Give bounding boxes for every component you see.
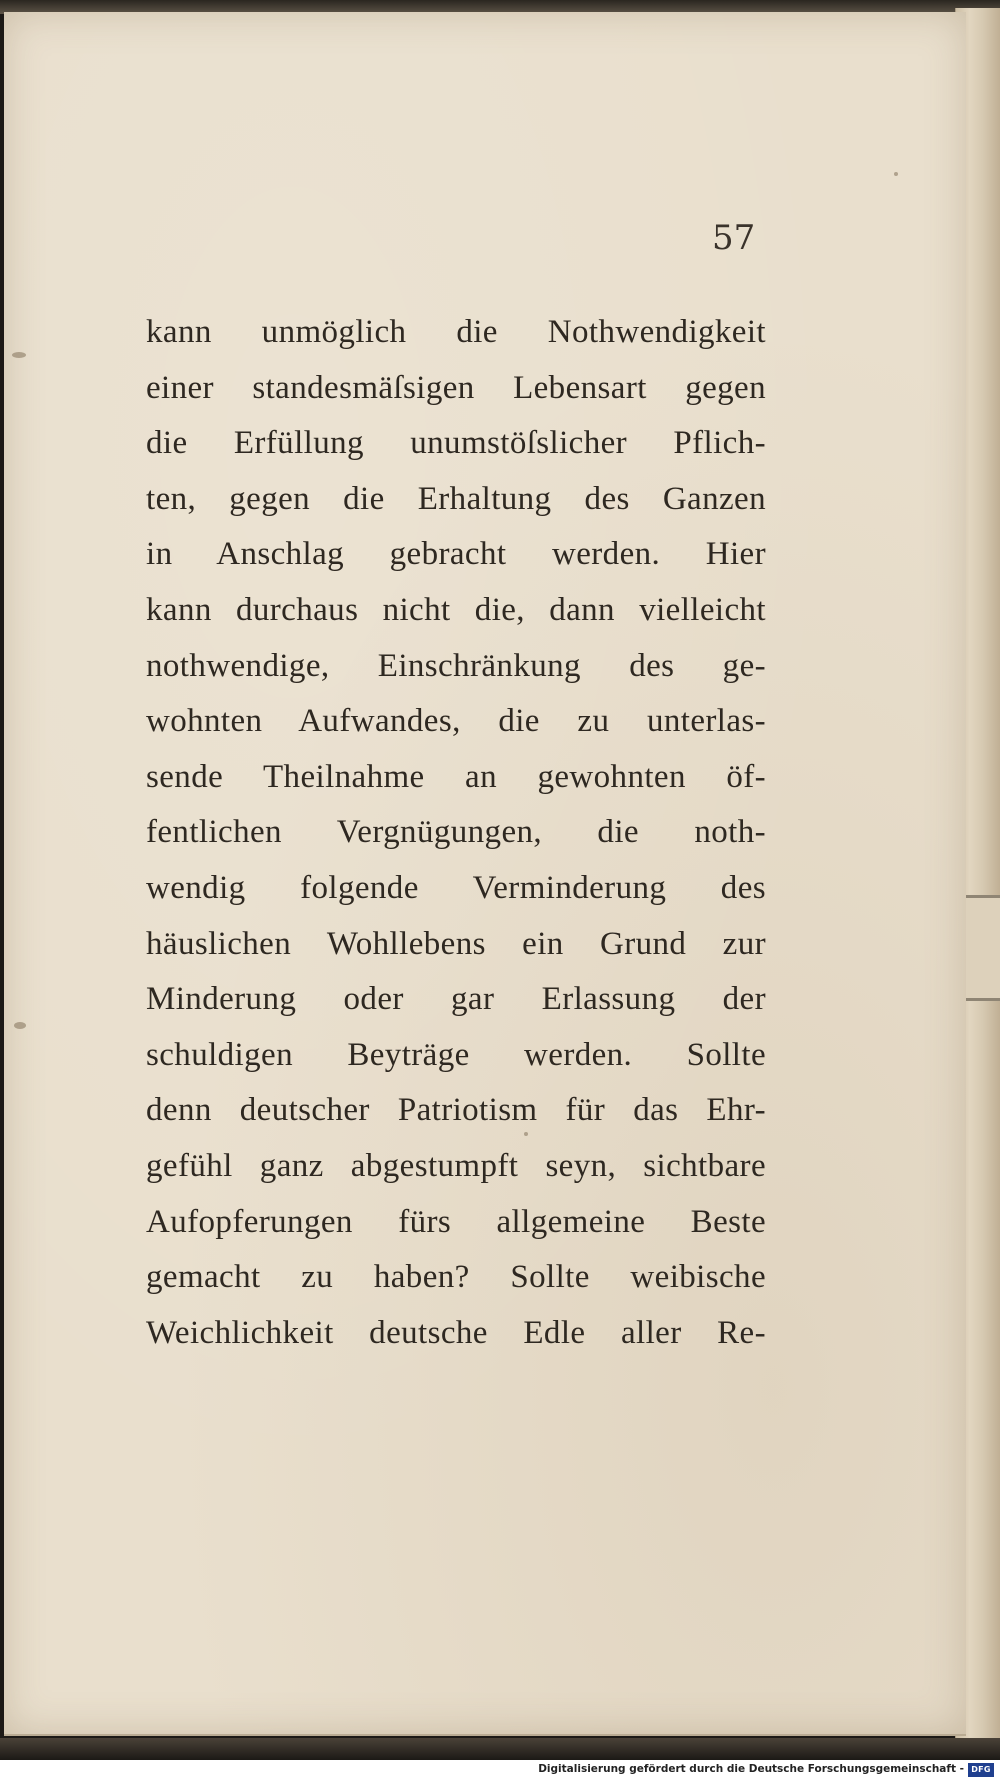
paper-speck bbox=[12, 352, 26, 358]
text-line: einer standesmäſsigen Lebensart gegen bbox=[146, 369, 766, 406]
text-line: sende Theilnahme an gewohnten öf- bbox=[146, 758, 766, 795]
text-line: Minderung oder gar Erlassung der bbox=[146, 981, 766, 1018]
text-line: nothwendige, Einschränkung des ge- bbox=[146, 647, 766, 684]
dfg-logo-icon: DFG bbox=[968, 1763, 994, 1777]
attribution-text: Digitalisierung gefördert durch die Deutsche Forschungsgemeinschaft - bbox=[538, 1763, 964, 1775]
text-line: schuldigen Beyträge werden. Sollte bbox=[146, 1036, 766, 1073]
text-line: häuslichen Wohllebens ein Grund zur bbox=[146, 925, 766, 962]
page-text-block bbox=[146, 305, 766, 1361]
text-line: gefühl ganz abgestumpft seyn, sichtbare bbox=[146, 1147, 766, 1184]
text-line: wohnten Aufwandes, die zu unterlas- bbox=[146, 703, 766, 740]
binding-edge-bottom bbox=[0, 1738, 1000, 1760]
text-line: die Erfüllung unumstöſslicher Pflich- bbox=[146, 425, 766, 462]
text-line: kann unmöglich die Nothwendigkeit bbox=[146, 314, 766, 350]
attribution-footer bbox=[0, 1760, 1000, 1780]
page-number: 57 bbox=[712, 218, 756, 258]
text-line: kann durchaus nicht die, dann vielleicht bbox=[146, 591, 766, 628]
text-line: fentlichen Vergnügungen, die noth- bbox=[146, 814, 766, 851]
text-line: wendig folgende Verminderung des bbox=[146, 869, 766, 906]
paper-speck bbox=[894, 172, 898, 176]
text-line: Aufopferungen fürs allgemeine Beste bbox=[146, 1203, 766, 1240]
text-line: Weichlichkeit deutsche Edle aller Re- bbox=[146, 1314, 766, 1351]
text-line: in Anschlag gebracht werden. Hier bbox=[146, 536, 766, 573]
text-line: ten, gegen die Erhaltung des Ganzen bbox=[146, 480, 766, 517]
text-line: gemacht zu haben? Sollte weibische bbox=[146, 1259, 766, 1296]
text-line: denn deutscher Patriotism für das Ehr- bbox=[146, 1092, 766, 1129]
paper-speck bbox=[14, 1022, 26, 1029]
